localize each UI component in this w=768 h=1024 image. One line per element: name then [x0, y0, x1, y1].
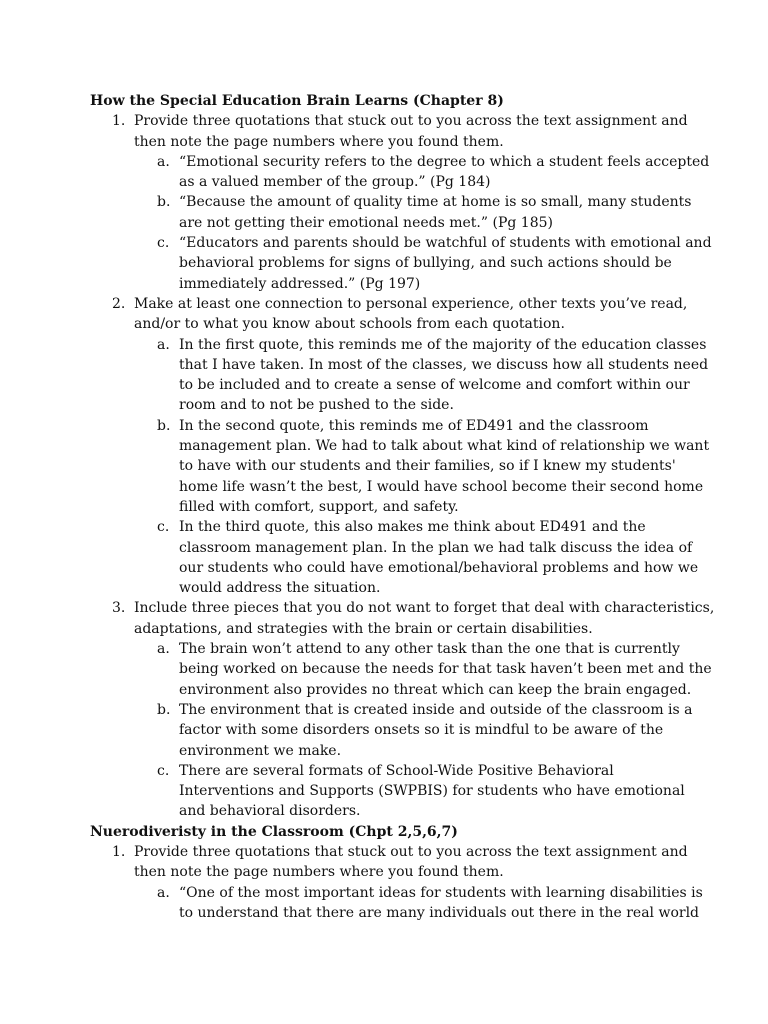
question-line: and/or to what you know about schools from each quotation.: [134, 316, 565, 333]
question-text: [134, 842, 688, 883]
answer-line: There are several formats of School-Wide Positive Behavioral: [179, 762, 614, 779]
answer-line: being worked on because the needs for that task haven’t been met and the: [179, 661, 712, 678]
answer-line: environment we make.: [179, 742, 342, 759]
answer-letter: a.: [157, 336, 170, 353]
answer-line: “One of the most important ideas for students with learning disabilities is: [179, 884, 703, 901]
question-line: Provide three quotations that stuck out to you across the text assignment and: [134, 843, 688, 860]
answer-line: as a valued member of the group.” (Pg 184): [179, 174, 491, 191]
answer-letter: a.: [157, 153, 170, 170]
answer-letter: a.: [157, 641, 170, 658]
answer-letter: c.: [157, 519, 170, 536]
answer-item: [90, 517, 699, 598]
question-text: [134, 598, 715, 639]
answer-text: [179, 639, 712, 700]
answer-line: factor with some disorders onsets so it is mindful to be aware of the: [179, 722, 664, 739]
question-line: then note the page numbers where you found them.: [134, 133, 504, 150]
answer-line: The environment that is created inside and outside of the classroom is a: [179, 701, 693, 718]
answer-line: “Because the amount of quality time at home is so small, many students: [179, 194, 692, 211]
answer-text: [179, 335, 709, 416]
answer-letter: a.: [157, 884, 170, 901]
answer-text: [179, 700, 693, 761]
question-number: 3.: [112, 600, 126, 617]
question-item: [90, 294, 690, 335]
answer-line: and behavioral disorders.: [179, 803, 361, 820]
answer-item: [90, 761, 690, 822]
answer-item: [90, 416, 710, 517]
question-number: 1.: [112, 843, 126, 860]
answer-text: [179, 416, 710, 517]
answer-text: [179, 152, 710, 193]
answer-line: In the second quote, this reminds me of ED491 and the classroom: [179, 417, 649, 434]
answer-text: [179, 192, 692, 233]
answer-item: [90, 700, 693, 761]
answer-item: [90, 152, 710, 193]
answer-text: [179, 761, 685, 822]
question-line: Provide three quotations that stuck out to you across the text assignment and: [134, 113, 688, 130]
answer-line: management plan. We had to talk about what kind of relationship we want: [179, 438, 710, 455]
answer-line: “Educators and parents should be watchful of students with emotional and: [179, 235, 712, 252]
question-line: Make at least one connection to personal experience, other texts you’ve read,: [134, 295, 688, 312]
answer-text: [179, 883, 703, 924]
answer-line: “Emotional security refers to the degree to which a student feels accepted: [179, 153, 710, 170]
question-line: adaptations, and strategies with the brain or certain disabilities.: [134, 620, 593, 637]
answer-letter: c.: [157, 235, 170, 252]
answer-item: [90, 335, 709, 416]
answer-line: to be included and to create a sense of welcome and comfort within our: [179, 377, 690, 394]
answer-line: are not getting their emotional needs met.” (Pg 185): [179, 214, 553, 231]
answer-item: [90, 883, 703, 924]
answer-line: behavioral problems for signs of bullying, and such actions should be: [179, 255, 672, 272]
answer-line: that I have taken. In most of the classes, we discuss how all students need: [179, 356, 709, 373]
answer-line: In the third quote, this also makes me think about ED491 and the: [179, 519, 646, 536]
question-line: then note the page numbers where you found them.: [134, 864, 504, 881]
question-number: 2.: [112, 295, 126, 312]
section-heading: Nuerodiveristy in the Classroom (Chpt 2,5,6,7): [90, 823, 458, 840]
question-item: [90, 842, 690, 883]
document-content: [90, 91, 715, 923]
answer-letter: c.: [157, 762, 170, 779]
answer-item: [90, 233, 712, 294]
answer-line: to understand that there are many individuals out there in the real world: [179, 904, 700, 921]
answer-line: our students who could have emotional/behavioral problems and how we: [179, 559, 699, 576]
answer-item: [90, 639, 712, 700]
section-heading: How the Special Education Brain Learns (Chapter 8): [90, 93, 504, 109]
answer-letter: b.: [157, 194, 171, 211]
answer-letter: b.: [157, 701, 171, 718]
answer-line: room and to not be pushed to the side.: [179, 397, 454, 414]
answer-text: [179, 517, 699, 598]
question-item: [90, 111, 690, 152]
question-item: [90, 598, 715, 639]
answer-line: home life wasn’t the best, I would have school become their second home: [179, 478, 704, 495]
answer-line: Interventions and Supports (SWPBIS) for students who have emotional: [179, 783, 685, 800]
answer-line: In the first quote, this reminds me of the majority of the education classes: [179, 336, 707, 353]
question-line: Include three pieces that you do not want to forget that deal with characteristics,: [134, 600, 715, 617]
answer-line: to have with our students and their families, so if I knew my students': [179, 458, 676, 475]
answer-line: The brain won’t attend to any other task than the one that is currently: [179, 641, 680, 658]
answer-text: [179, 233, 712, 294]
answer-line: immediately addressed.” (Pg 197): [179, 275, 421, 292]
answer-line: environment also provides no threat which can keep the brain engaged.: [179, 681, 692, 698]
question-text: [134, 294, 688, 335]
question-number: 1.: [112, 113, 126, 130]
answer-line: filled with comfort, support, and safety.: [179, 498, 459, 515]
question-text: [134, 111, 688, 152]
answer-line: would address the situation.: [179, 580, 381, 597]
answer-line: classroom management plan. In the plan we had talk discuss the idea of: [179, 539, 693, 556]
answer-item: [90, 192, 690, 233]
answer-letter: b.: [157, 417, 171, 434]
